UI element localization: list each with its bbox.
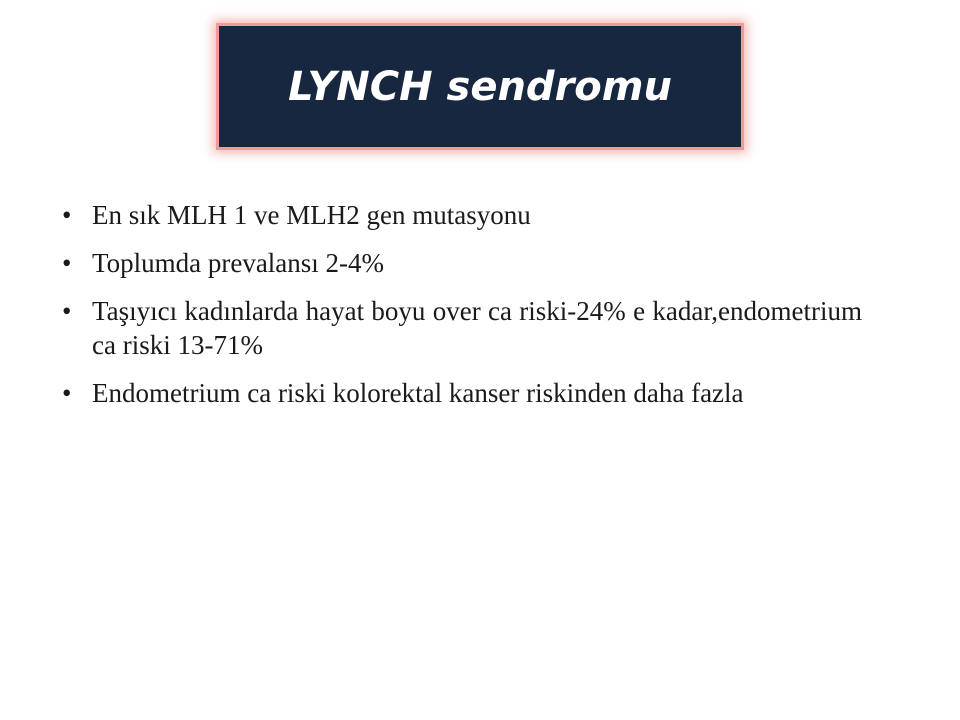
bullet-icon: • bbox=[62, 378, 72, 408]
bullet-text: Toplumda prevalansı 2-4% bbox=[92, 248, 385, 278]
list-item bbox=[62, 294, 862, 362]
bullet-icon: • bbox=[62, 200, 72, 230]
slide-title: LYNCH sendromu bbox=[288, 63, 672, 110]
bullet-icon: • bbox=[62, 248, 72, 278]
bullet-text: Endometrium ca riski kolorektal kanser riskinden daha fazla bbox=[92, 378, 744, 408]
bullet-list bbox=[62, 198, 862, 424]
list-item bbox=[62, 246, 862, 280]
bullet-icon: • bbox=[62, 296, 72, 326]
title-banner bbox=[219, 26, 741, 147]
list-item bbox=[62, 376, 862, 410]
bullet-text: En sık MLH 1 ve MLH2 gen mutasyonu bbox=[92, 200, 531, 230]
list-item bbox=[62, 198, 862, 232]
bullet-text: Taşıyıcı kadınlarda hayat boyu over ca riski-24% e kadar,endometrium ca riski 13-71% bbox=[92, 296, 862, 360]
